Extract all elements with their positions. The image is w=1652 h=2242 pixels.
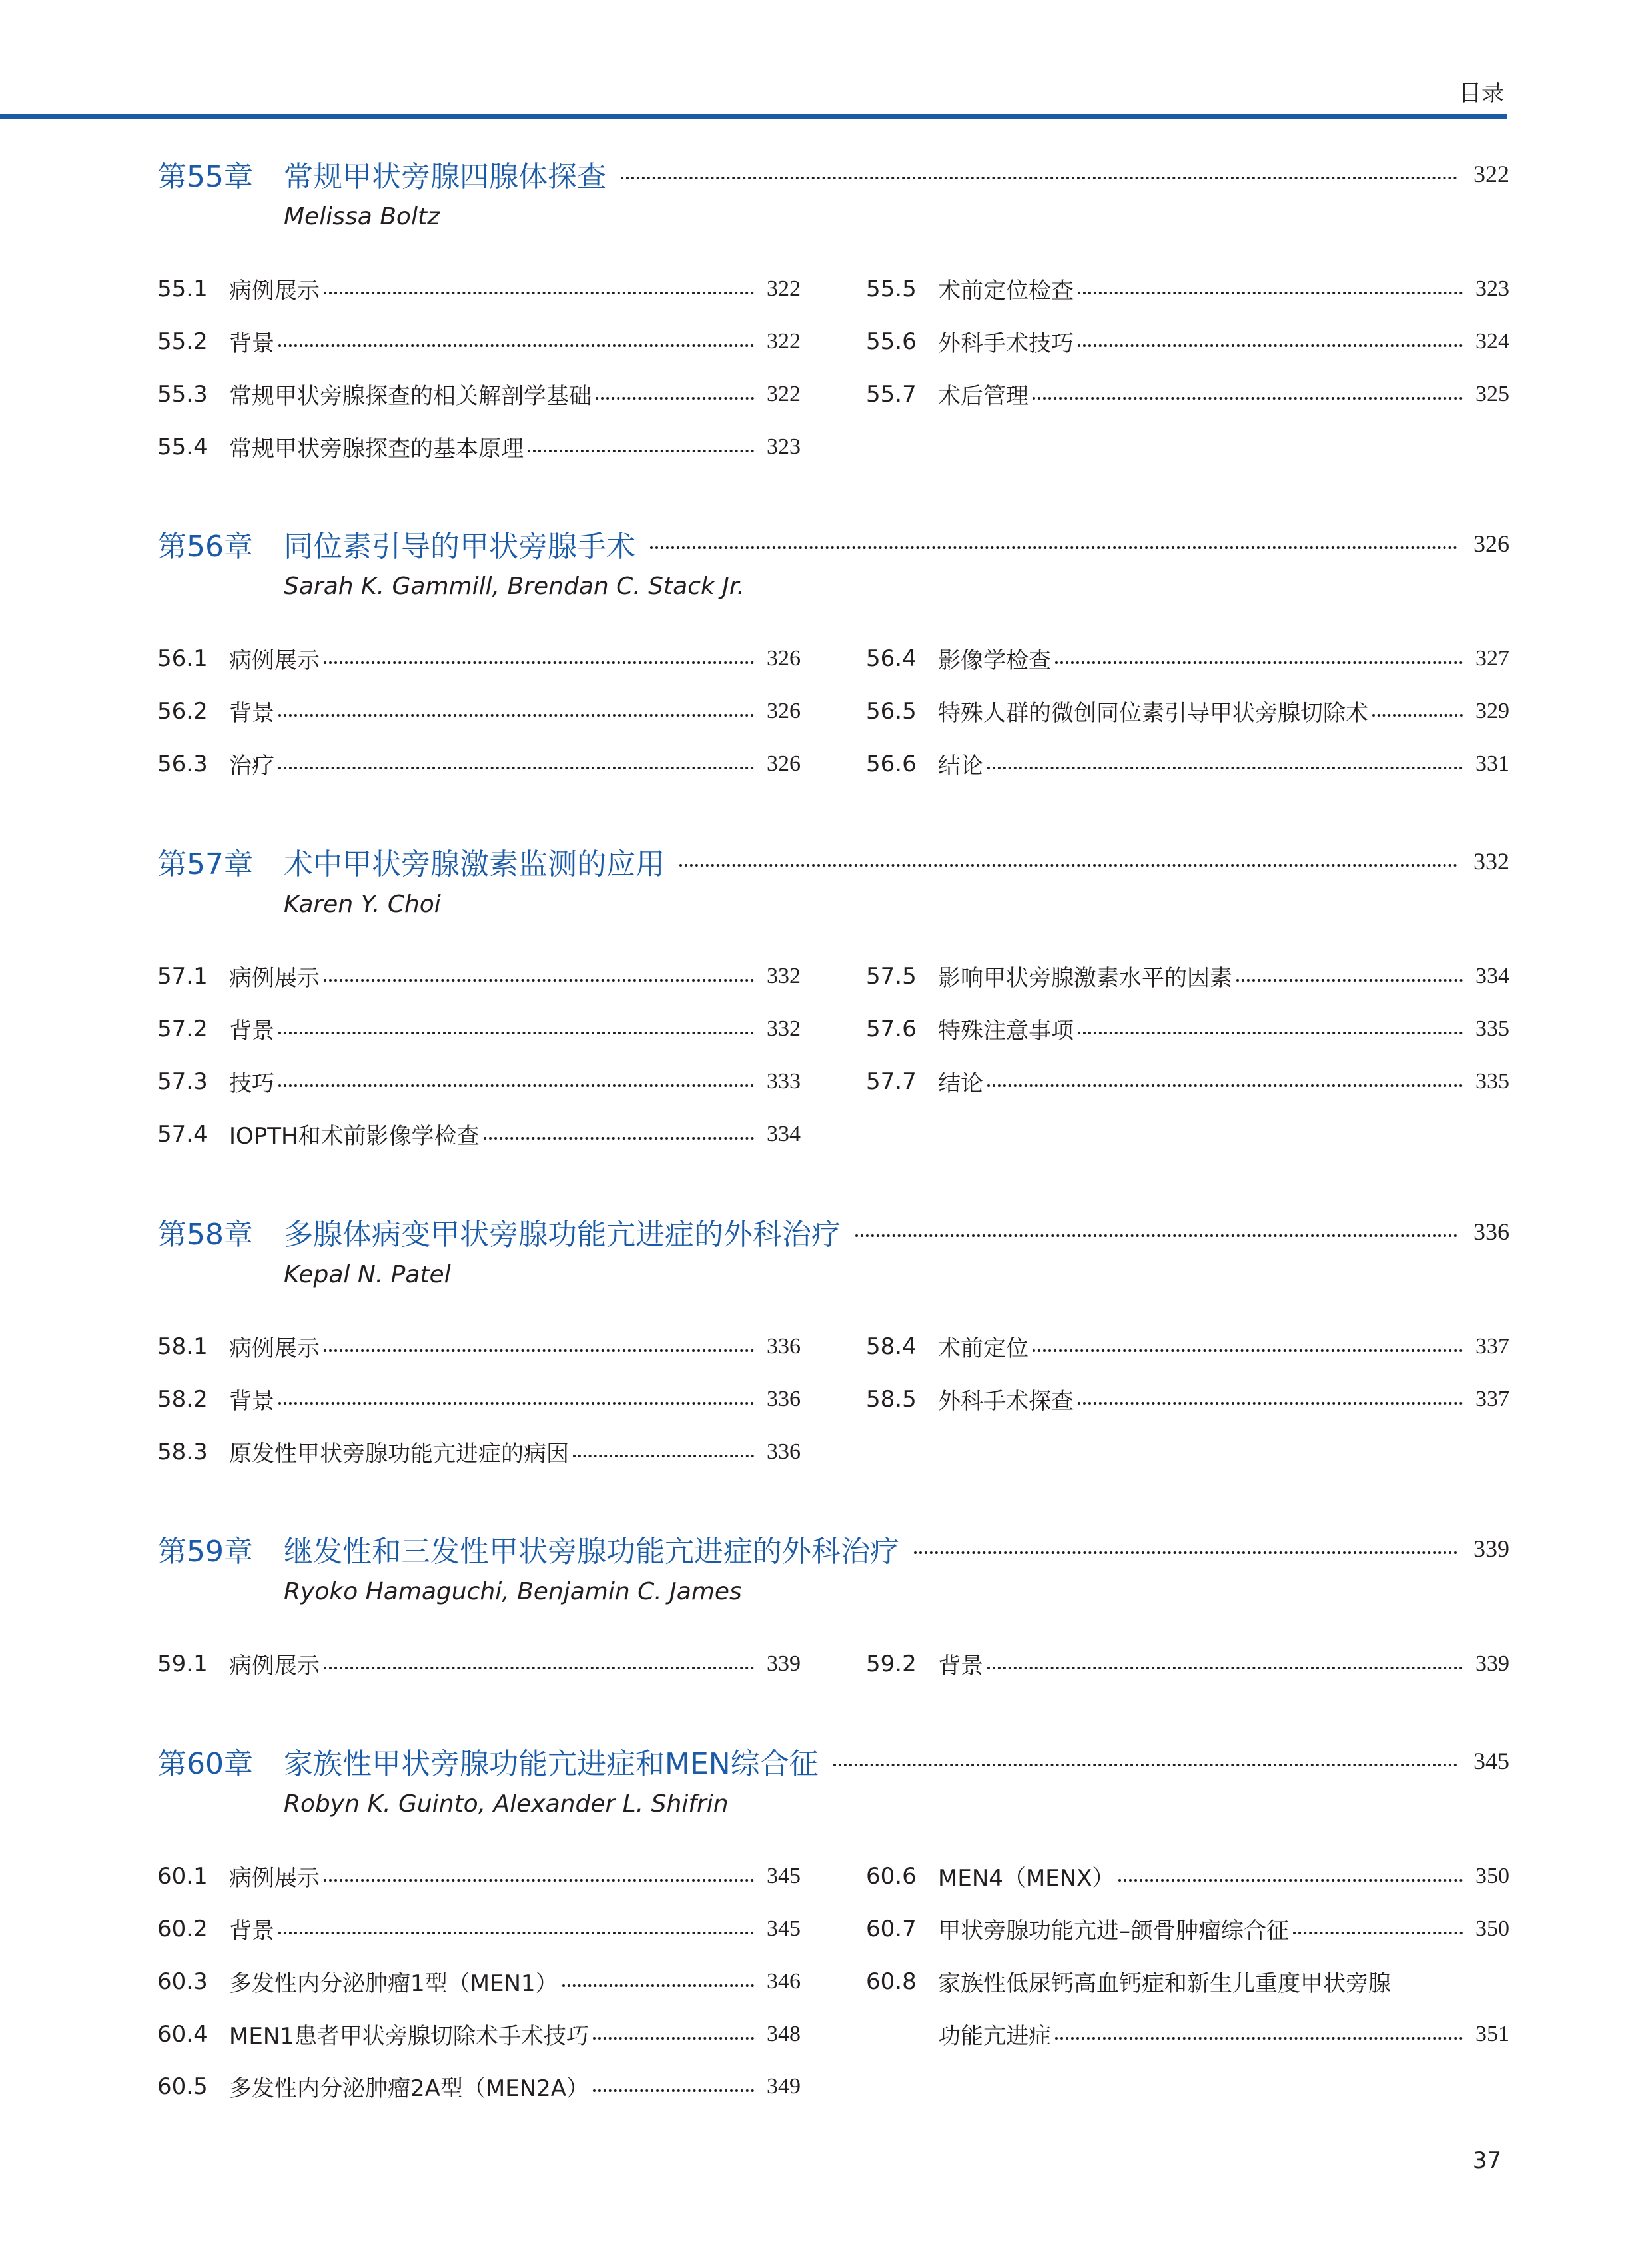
section-title: 病例展示 xyxy=(229,647,320,674)
chapter-title-row[interactable] xyxy=(157,151,1509,197)
section-entry[interactable] xyxy=(866,685,1509,737)
section-page: 350 xyxy=(1475,1863,1509,1888)
section-number: 60.4 xyxy=(157,2020,208,2048)
chapter-number: 第55章 xyxy=(157,160,253,194)
leader-dots xyxy=(593,2037,754,2040)
running-header: 目录 xyxy=(1459,80,1504,107)
chapter-number: 第60章 xyxy=(157,1747,253,1781)
section-entry[interactable] xyxy=(866,1055,1509,1108)
leader-dots xyxy=(1078,1032,1463,1034)
section-entry[interactable] xyxy=(157,1637,801,1690)
section-number: 60.2 xyxy=(157,1915,208,1942)
leader-dots xyxy=(528,450,754,452)
section-title: 背景 xyxy=(938,1653,983,1679)
section-page: 336 xyxy=(767,1386,801,1411)
section-page: 351 xyxy=(1475,2021,1509,2046)
leader-dots xyxy=(324,979,754,982)
leader-dots xyxy=(324,1879,754,1882)
section-page: 349 xyxy=(767,2073,801,2099)
section-entry[interactable] xyxy=(866,737,1509,790)
right-column xyxy=(866,262,1509,473)
chapter-title: 同位素引导的甲状旁腺手术 xyxy=(284,530,635,563)
leader-dots xyxy=(324,1349,754,1352)
section-number: 58.5 xyxy=(866,1385,917,1413)
section-entry-continued[interactable] xyxy=(866,2008,1509,2060)
section-page: 336 xyxy=(767,1333,801,1359)
section-number: 60.6 xyxy=(866,1862,917,1890)
leader-dots xyxy=(1078,344,1463,347)
leader-dots xyxy=(562,1984,754,1987)
section-number: 58.1 xyxy=(157,1333,208,1360)
leader-dots xyxy=(324,292,754,294)
section-entry[interactable] xyxy=(866,1902,1509,1955)
section-number: 59.2 xyxy=(866,1650,917,1677)
leader-dots xyxy=(573,1455,754,1457)
section-entry[interactable] xyxy=(157,632,801,685)
section-page: 322 xyxy=(767,276,801,301)
section-title: 外科手术探查 xyxy=(938,1388,1074,1415)
left-column xyxy=(157,1320,801,1478)
section-number: 57.6 xyxy=(866,1015,917,1042)
chapter-58 xyxy=(157,1208,1509,1478)
section-title: 术后管理 xyxy=(938,383,1029,410)
section-title: MEN4（MENX） xyxy=(938,1865,1115,1892)
section-entry[interactable] xyxy=(866,950,1509,1002)
section-entry[interactable] xyxy=(866,632,1509,685)
chapter-page: 332 xyxy=(1473,848,1509,875)
chapter-title-row[interactable] xyxy=(157,1525,1509,1572)
section-page: 334 xyxy=(767,1121,801,1146)
section-number: 60.7 xyxy=(866,1915,917,1942)
section-page: 346 xyxy=(767,1968,801,1994)
section-page: 322 xyxy=(767,328,801,354)
chapter-authors: Robyn K. Guinto, Alexander L. Shifrin xyxy=(284,1790,729,1818)
leader-dots xyxy=(987,1667,1463,1669)
leader-dots xyxy=(278,1084,754,1087)
section-entry[interactable] xyxy=(866,1320,1509,1373)
section-title: IOPTH和术前影像学检查 xyxy=(229,1123,480,1150)
chapter-page: 322 xyxy=(1473,161,1509,187)
section-list xyxy=(157,1637,1509,1690)
section-page: 323 xyxy=(1475,276,1509,301)
section-number: 56.5 xyxy=(866,697,917,725)
chapter-number: 第56章 xyxy=(157,530,253,563)
section-title-continued: 功能亢进症 xyxy=(938,2023,1051,2050)
section-title: 背景 xyxy=(229,700,274,727)
chapter-title-row[interactable] xyxy=(157,1208,1509,1255)
leader-dots xyxy=(1032,397,1463,400)
section-page: 324 xyxy=(1475,328,1509,354)
chapter-60 xyxy=(157,1738,1509,2113)
section-list xyxy=(157,950,1509,1160)
section-number: 56.2 xyxy=(157,697,208,725)
leader-dots xyxy=(324,1667,754,1669)
chapter-authors: Melissa Boltz xyxy=(284,203,440,230)
section-number: 56.6 xyxy=(866,750,917,777)
leader-dots xyxy=(855,1234,1457,1237)
section-page: 326 xyxy=(767,698,801,723)
section-page: 339 xyxy=(767,1651,801,1676)
section-page: 339 xyxy=(1475,1651,1509,1676)
leader-dots xyxy=(593,2089,754,2092)
section-title: 特殊人群的微创同位素引导甲状旁腺切除术 xyxy=(938,700,1368,727)
section-page: 336 xyxy=(767,1439,801,1464)
leader-dots xyxy=(1078,292,1463,294)
chapter-title-row[interactable] xyxy=(157,838,1509,885)
section-number: 55.3 xyxy=(157,380,208,408)
section-title: 背景 xyxy=(229,1018,274,1044)
section-number: 55.7 xyxy=(866,380,917,408)
section-title: 病例展示 xyxy=(229,278,320,304)
leader-dots xyxy=(914,1551,1457,1554)
section-title: 影像学检查 xyxy=(938,647,1051,674)
section-entry[interactable] xyxy=(866,1373,1509,1425)
section-title: 外科手术技巧 xyxy=(938,330,1074,357)
section-entry[interactable] xyxy=(866,1850,1509,1902)
section-entry[interactable] xyxy=(157,420,801,473)
section-title: 术前定位检查 xyxy=(938,278,1074,304)
section-entry[interactable] xyxy=(157,1955,801,2008)
section-entry[interactable] xyxy=(866,1955,1509,2008)
right-column xyxy=(866,1850,1509,2113)
left-column xyxy=(157,950,801,1160)
section-page: 334 xyxy=(1475,963,1509,988)
section-number: 57.2 xyxy=(157,1015,208,1042)
section-entry[interactable] xyxy=(157,2008,801,2060)
section-title: 多发性内分泌肿瘤2A型（MEN2A） xyxy=(229,2075,590,2102)
section-entry[interactable] xyxy=(157,1320,801,1373)
section-number: 60.1 xyxy=(157,1862,208,1890)
section-page: 335 xyxy=(1475,1016,1509,1041)
section-page: 332 xyxy=(767,1016,801,1041)
section-title: 多发性内分泌肿瘤1型（MEN1） xyxy=(229,1970,558,1997)
section-entry[interactable] xyxy=(866,1002,1509,1055)
leader-dots xyxy=(1372,714,1463,717)
chapter-page: 336 xyxy=(1473,1218,1509,1245)
section-entry[interactable] xyxy=(157,368,801,420)
section-number: 57.4 xyxy=(157,1120,208,1148)
section-list xyxy=(157,1320,1509,1478)
section-page: 350 xyxy=(1475,1916,1509,1941)
chapter-title: 家族性甲状旁腺功能亢进症和MEN综合征 xyxy=(284,1747,819,1781)
section-page: 345 xyxy=(767,1916,801,1941)
section-entry[interactable] xyxy=(866,315,1509,368)
section-number: 56.3 xyxy=(157,750,208,777)
section-title: 背景 xyxy=(229,1918,274,1944)
section-number: 57.7 xyxy=(866,1068,917,1095)
leader-dots xyxy=(679,864,1457,867)
chapter-59 xyxy=(157,1525,1509,1690)
section-title: MEN1患者甲状旁腺切除术手术技巧 xyxy=(229,2023,589,2050)
chapter-56 xyxy=(157,520,1509,790)
leader-dots xyxy=(650,546,1457,549)
section-entry[interactable] xyxy=(157,1055,801,1108)
section-number: 57.5 xyxy=(866,962,917,990)
section-page: 326 xyxy=(767,751,801,776)
leader-dots xyxy=(1293,1932,1463,1934)
leader-dots xyxy=(1236,979,1463,982)
section-list xyxy=(157,1850,1509,2113)
chapter-title-row[interactable] xyxy=(157,520,1509,567)
leader-dots xyxy=(324,661,754,664)
section-page: 325 xyxy=(1475,381,1509,406)
header-rule xyxy=(0,114,1507,119)
section-page: 326 xyxy=(767,645,801,671)
section-entry[interactable] xyxy=(157,950,801,1002)
section-title: 特殊注意事项 xyxy=(938,1018,1074,1044)
section-page: 329 xyxy=(1475,698,1509,723)
right-column xyxy=(866,1637,1509,1690)
section-page: 331 xyxy=(1475,751,1509,776)
section-list xyxy=(157,632,1509,790)
section-number: 58.3 xyxy=(157,1438,208,1465)
right-column xyxy=(866,632,1509,790)
right-column xyxy=(866,950,1509,1160)
section-title: 结论 xyxy=(938,1070,983,1097)
chapter-authors: Karen Y. Choi xyxy=(284,891,441,918)
section-entry[interactable] xyxy=(157,1002,801,1055)
leader-dots xyxy=(278,714,754,717)
section-page: 323 xyxy=(767,434,801,459)
section-title: 病例展示 xyxy=(229,1335,320,1362)
section-title: 病例展示 xyxy=(229,1865,320,1892)
section-title: 结论 xyxy=(938,753,983,779)
section-number: 56.1 xyxy=(157,645,208,672)
leader-dots xyxy=(1055,2037,1463,2040)
leader-dots xyxy=(1032,1349,1463,1352)
chapter-number: 第59章 xyxy=(157,1535,253,1569)
chapter-number: 第57章 xyxy=(157,847,253,881)
section-entry[interactable] xyxy=(157,2060,801,2113)
section-entry[interactable] xyxy=(866,368,1509,420)
leader-dots xyxy=(1118,1879,1463,1882)
page-number: 37 xyxy=(1472,2147,1501,2174)
section-title: 病例展示 xyxy=(229,965,320,992)
leader-dots xyxy=(987,1084,1463,1087)
section-title: 病例展示 xyxy=(229,1653,320,1679)
left-column xyxy=(157,632,801,790)
chapter-number: 第58章 xyxy=(157,1218,253,1252)
left-column xyxy=(157,262,801,473)
section-page: 337 xyxy=(1475,1386,1509,1411)
section-number: 55.1 xyxy=(157,275,208,302)
section-number: 56.4 xyxy=(866,645,917,672)
section-title: 技巧 xyxy=(229,1070,274,1097)
section-entry[interactable] xyxy=(866,262,1509,315)
leader-dots xyxy=(621,177,1457,179)
chapter-authors: Sarah K. Gammill, Brendan C. Stack Jr. xyxy=(284,573,745,600)
section-title: 常规甲状旁腺探查的基本原理 xyxy=(229,436,524,462)
section-entry[interactable] xyxy=(157,315,801,368)
section-title: 治疗 xyxy=(229,753,274,779)
section-entry[interactable] xyxy=(157,1425,801,1478)
chapter-authors: Kepal N. Patel xyxy=(284,1261,451,1288)
section-page: 333 xyxy=(767,1068,801,1094)
section-number: 58.2 xyxy=(157,1385,208,1413)
section-entry[interactable] xyxy=(157,1373,801,1425)
leader-dots xyxy=(278,1932,754,1934)
chapter-page: 326 xyxy=(1473,530,1509,557)
chapter-authors: Ryoko Hamaguchi, Benjamin C. James xyxy=(284,1578,742,1605)
chapter-title-row[interactable] xyxy=(157,1738,1509,1784)
section-number: 58.4 xyxy=(866,1333,917,1360)
section-page: 348 xyxy=(767,2021,801,2046)
section-entry[interactable] xyxy=(157,685,801,737)
section-number: 57.3 xyxy=(157,1068,208,1095)
chapter-page: 345 xyxy=(1473,1748,1509,1774)
leader-dots xyxy=(1055,661,1463,664)
section-page: 345 xyxy=(767,1863,801,1888)
section-number: 55.5 xyxy=(866,275,917,302)
leader-dots xyxy=(278,1032,754,1034)
chapter-55 xyxy=(157,151,1509,473)
section-title: 常规甲状旁腺探查的相关解剖学基础 xyxy=(229,383,592,410)
leader-dots xyxy=(1078,1402,1463,1405)
left-column xyxy=(157,1850,801,2113)
left-column xyxy=(157,1637,801,1690)
chapter-title: 常规甲状旁腺四腺体探查 xyxy=(284,160,606,194)
leader-dots xyxy=(278,1402,754,1405)
section-title: 背景 xyxy=(229,1388,274,1415)
section-entry[interactable] xyxy=(866,1637,1509,1690)
leader-dots xyxy=(987,767,1463,769)
chapter-title: 术中甲状旁腺激素监测的应用 xyxy=(284,847,665,881)
leader-dots xyxy=(484,1137,754,1140)
section-entry[interactable] xyxy=(157,1108,801,1160)
chapter-title: 多腺体病变甲状旁腺功能亢进症的外科治疗 xyxy=(284,1218,841,1252)
section-list xyxy=(157,262,1509,473)
section-title: 甲状旁腺功能亢进–颌骨肿瘤综合征 xyxy=(938,1918,1289,1944)
section-title: 原发性甲状旁腺功能亢进症的病因 xyxy=(229,1441,569,1467)
section-page: 335 xyxy=(1475,1068,1509,1094)
section-number: 55.2 xyxy=(157,328,208,355)
chapter-page: 339 xyxy=(1473,1535,1509,1562)
section-number: 59.1 xyxy=(157,1650,208,1677)
section-entry[interactable] xyxy=(157,1902,801,1955)
right-column xyxy=(866,1320,1509,1478)
leader-dots xyxy=(278,767,754,769)
section-number: 55.4 xyxy=(157,433,208,460)
section-number: 57.1 xyxy=(157,962,208,990)
section-title: 背景 xyxy=(229,330,274,357)
section-page: 337 xyxy=(1475,1333,1509,1359)
section-number: 60.5 xyxy=(157,2073,208,2100)
section-title: 影响甲状旁腺激素水平的因素 xyxy=(938,965,1232,992)
section-page: 322 xyxy=(767,381,801,406)
section-entry[interactable] xyxy=(157,262,801,315)
section-page: 332 xyxy=(767,963,801,988)
section-number: 60.3 xyxy=(157,1968,208,1995)
leader-dots xyxy=(596,397,754,400)
section-title: 术前定位 xyxy=(938,1335,1029,1362)
chapter-57 xyxy=(157,838,1509,1160)
chapter-title: 继发性和三发性甲状旁腺功能亢进症的外科治疗 xyxy=(284,1535,899,1569)
section-number: 55.6 xyxy=(866,328,917,355)
section-number: 60.8 xyxy=(866,1968,917,1995)
section-entry[interactable] xyxy=(157,1850,801,1902)
section-title: 家族性低尿钙高血钙症和新生儿重度甲状旁腺 xyxy=(938,1970,1391,1997)
section-page: 327 xyxy=(1475,645,1509,671)
leader-dots xyxy=(278,344,754,347)
section-entry[interactable] xyxy=(157,737,801,790)
leader-dots xyxy=(833,1764,1457,1766)
